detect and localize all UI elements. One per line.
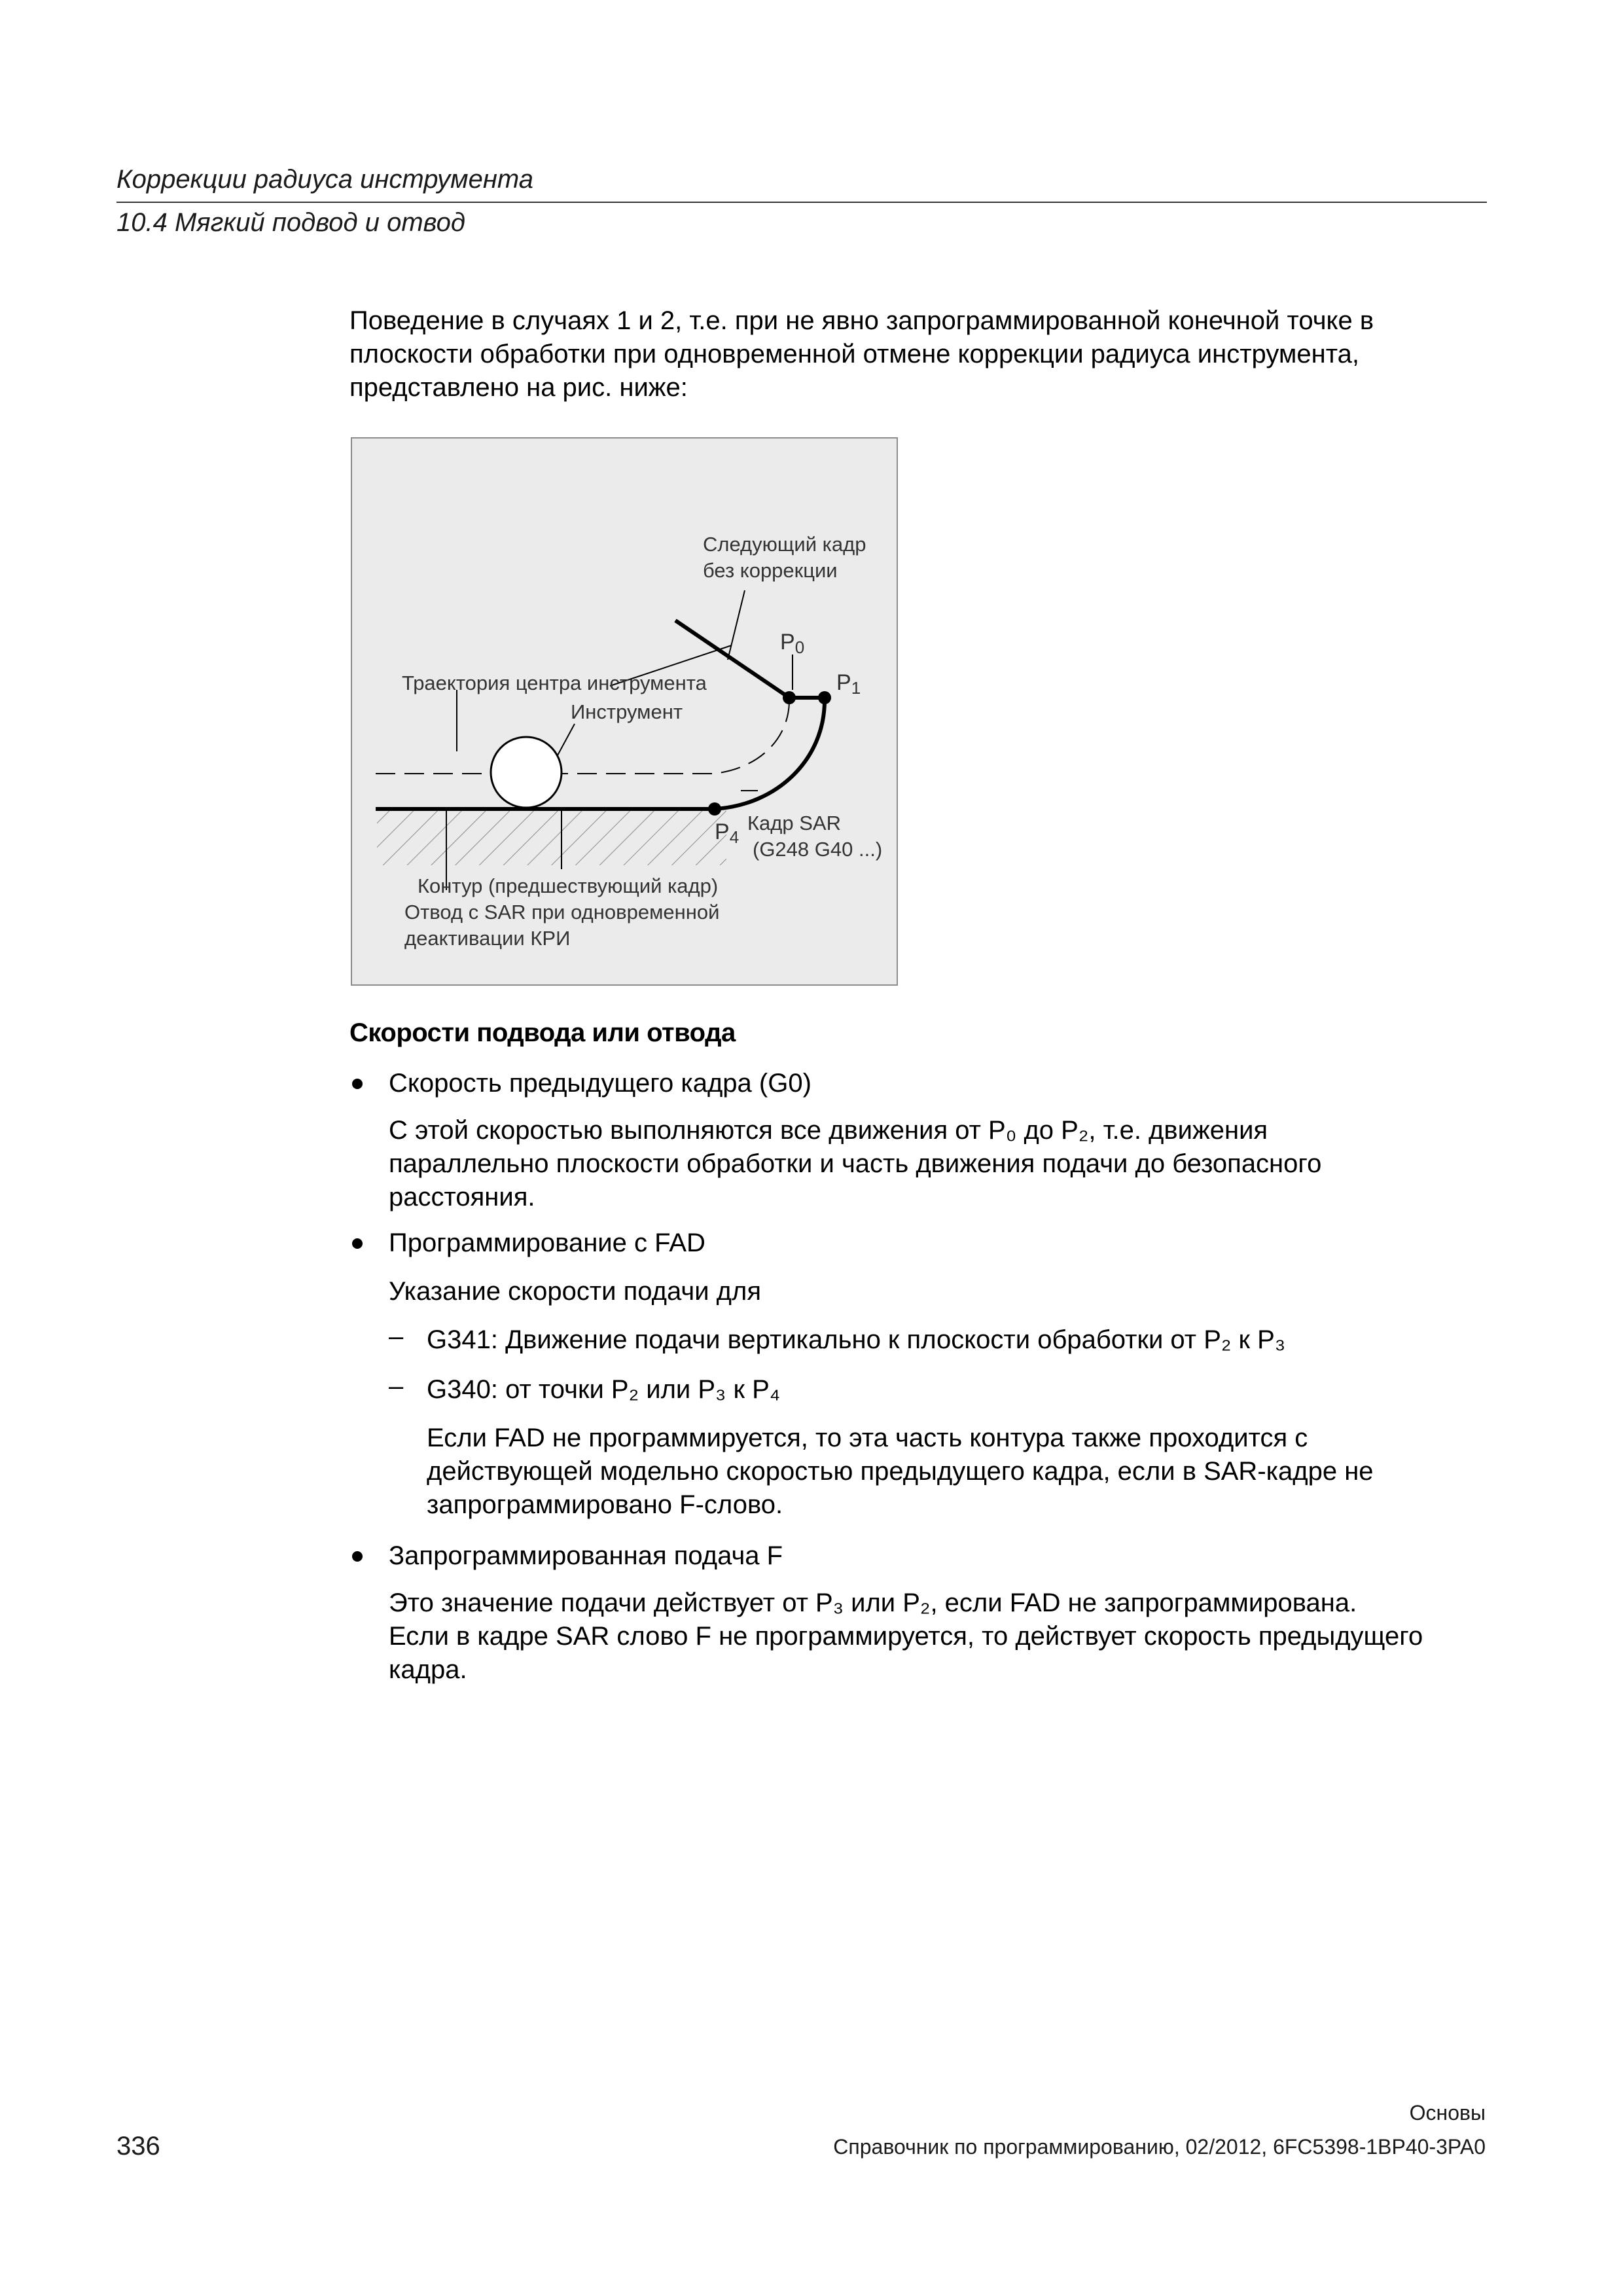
desc-line: кадра. xyxy=(389,1655,467,1684)
leader-next-block xyxy=(728,590,745,660)
desc-line: С этой скоростью выполняются все движения от P₀ до P₂, т.е. движения xyxy=(389,1116,1268,1145)
tool-circle xyxy=(491,737,562,808)
label-p4: P4 xyxy=(715,819,740,847)
g340-desc xyxy=(427,1422,1487,1522)
label-tool: Инструмент xyxy=(571,700,683,723)
desc-line: Если FAD не программируется, то эта часть контура также проходится с xyxy=(427,1424,1308,1452)
label-sar-block-2: (G248 G40 ...) xyxy=(753,838,883,861)
bullet-dot xyxy=(352,1079,363,1089)
header-rule xyxy=(116,202,1487,203)
dash-item-g340: G340: от точки P₂ или P₃ к P₄ xyxy=(427,1375,781,1404)
point-p4 xyxy=(708,802,721,816)
desc-line: параллельно плоскости обработки и часть движения подачи до безопасного xyxy=(389,1149,1322,1178)
label-retract-1: Отвод с SAR при одновременной xyxy=(404,901,720,924)
bullet-desc-feed-f xyxy=(389,1587,1488,1687)
bullet-label-feed-f: Запрограммированная подача F xyxy=(389,1541,783,1570)
section-title: Скорости подвода или отвода xyxy=(349,1018,736,1047)
workpiece-hatch xyxy=(377,809,726,865)
label-contour: Контур (предшествующий кадр) xyxy=(418,874,719,897)
intro-paragraph xyxy=(349,304,1488,404)
fad-intro: Указание скорости подачи для xyxy=(389,1277,762,1306)
intro-line: представлено на рис. ниже: xyxy=(349,373,688,402)
label-p0: P0 xyxy=(780,630,805,657)
intro-line: Поведение в случаях 1 и 2, т.е. при не явно запрограммированной конечной точке в xyxy=(349,306,1374,335)
intro-line: плоскости обработки при одновременной отмене коррекции радиуса инструмента, xyxy=(349,340,1359,368)
page-number: 336 xyxy=(116,2132,160,2161)
bullet-dot xyxy=(352,1238,363,1249)
running-header-chapter: Коррекции радиуса инструмента xyxy=(116,165,533,194)
dash-marker: – xyxy=(389,1372,404,1401)
leader-tool xyxy=(558,724,575,755)
label-p1: P1 xyxy=(836,670,861,698)
sar-arc xyxy=(715,700,825,809)
footer-reference: Справочник по программированию, 02/2012, 6FC5398-1BP40-3PA0 xyxy=(833,2135,1486,2159)
sar-retract-figure xyxy=(351,437,898,986)
label-retract-2: деактивации КРИ xyxy=(404,927,571,950)
point-p0 xyxy=(783,691,796,704)
label-tool-path: Траектория центра инструмента xyxy=(402,672,707,694)
desc-line: действующей модельно скоростью предыдущего кадра, если в SAR-кадре не xyxy=(427,1457,1374,1486)
footer-book: Основы xyxy=(1409,2101,1486,2125)
bullet-label-fad: Программирование с FAD xyxy=(389,1229,705,1257)
label-sar-block-1: Кадр SAR xyxy=(747,812,841,834)
desc-line: Если в кадре SAR слово F не программируется, то действует скорость предыдущего xyxy=(389,1622,1423,1651)
point-p1 xyxy=(818,691,831,704)
running-header-section: 10.4 Мягкий подвод и отвод xyxy=(116,208,465,237)
dash-item-g341: G341: Движение подачи вертикально к плоскости обработки от P₂ к P₃ xyxy=(427,1325,1286,1354)
bullet-label-g0: Скорость предыдущего кадра (G0) xyxy=(389,1069,812,1098)
desc-line: запрограммировано F-слово. xyxy=(427,1490,783,1519)
dash-marker: – xyxy=(389,1322,404,1351)
label-next-block-2: без коррекции xyxy=(703,559,838,582)
desc-line: расстояния. xyxy=(389,1183,535,1211)
label-next-block-1: Следующий кадр xyxy=(703,533,866,556)
bullet-dot xyxy=(352,1551,363,1562)
desc-line: Это значение подачи действует от P₃ или P₂, если FAD не запрограммирована. xyxy=(389,1588,1357,1617)
bullet-desc-g0 xyxy=(389,1114,1488,1214)
figure-drawing xyxy=(352,439,899,987)
